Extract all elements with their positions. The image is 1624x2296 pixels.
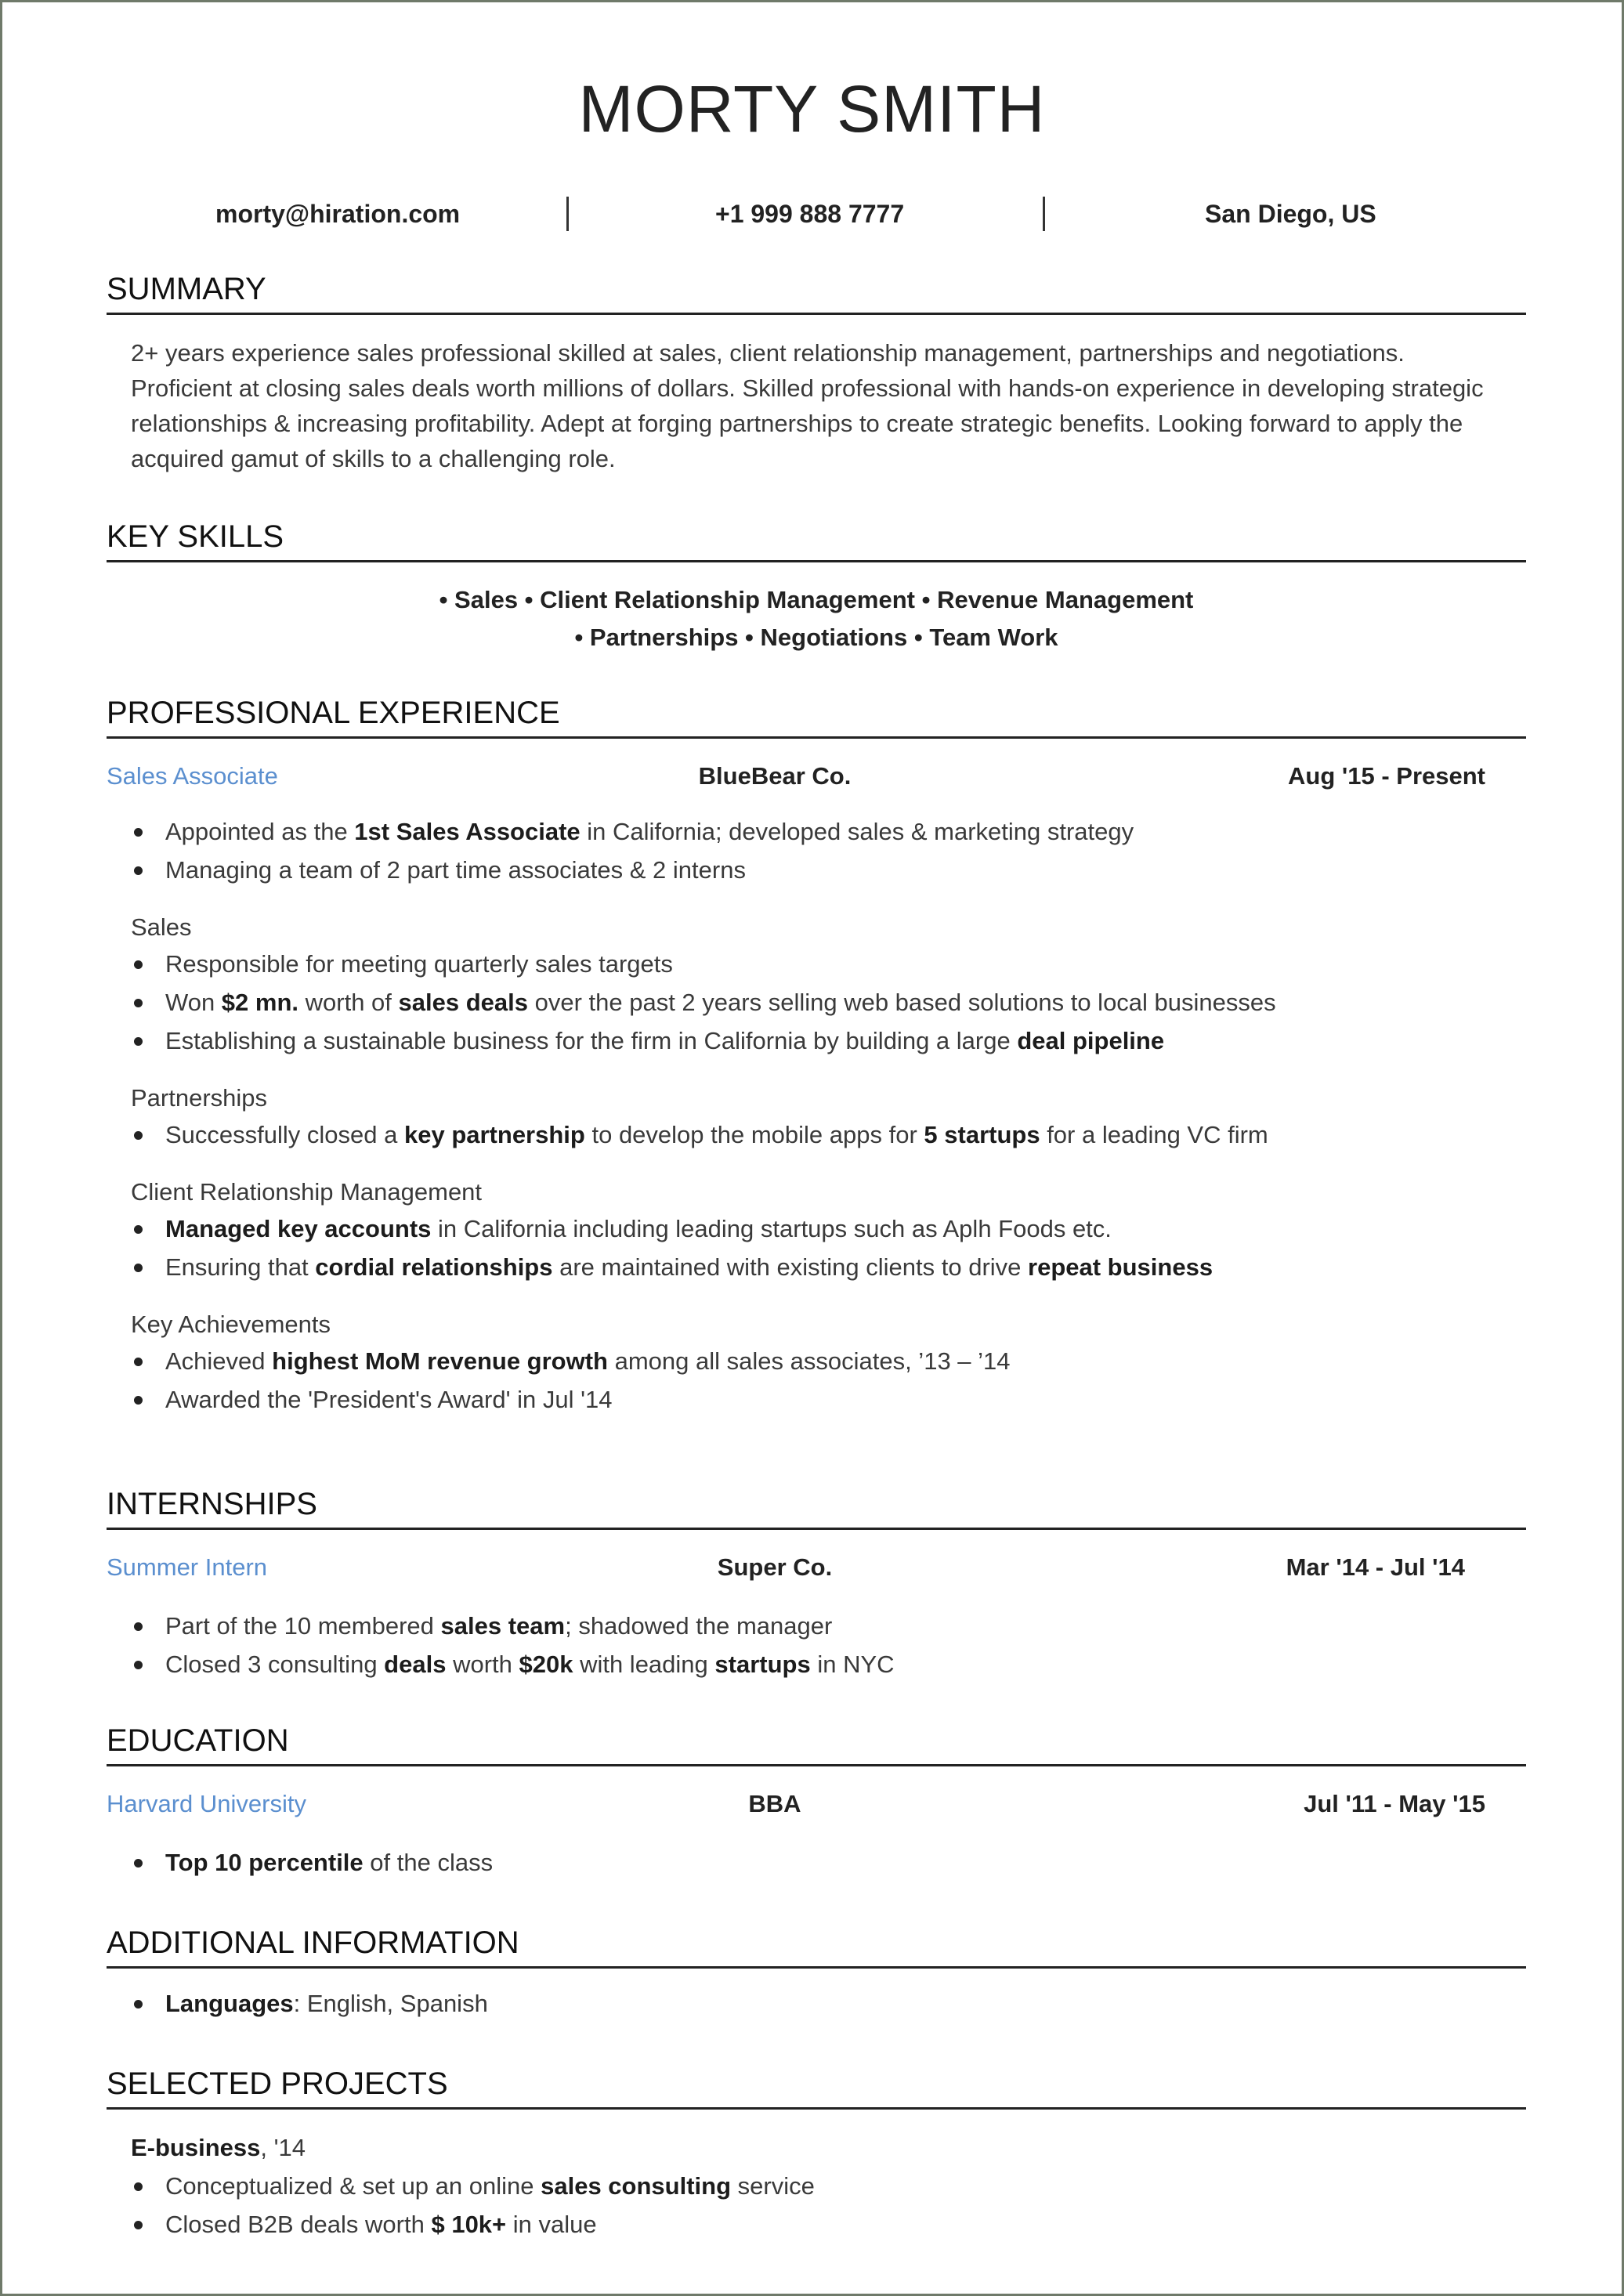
intern-title: Summer Intern (107, 1553, 268, 1581)
section-title: SUMMARY (107, 270, 1526, 315)
job-dates: Aug '15 - Present (1288, 762, 1485, 790)
bullet-text: worth (446, 1651, 519, 1678)
school-name: Harvard University (107, 1790, 306, 1817)
contact-divider (566, 197, 569, 231)
bullet-item (130, 1248, 1526, 1286)
internship-header (107, 1553, 1526, 1591)
bullet-text: Won (165, 989, 222, 1016)
experience-subheading: Sales (131, 913, 192, 941)
contact-bar (104, 193, 1522, 240)
education-bullets (130, 1843, 1526, 1882)
bold-text: Languages (165, 1990, 294, 2017)
bullet-text: Closed 3 consulting (165, 1651, 385, 1678)
bold-text: 5 startups (924, 1121, 1040, 1148)
bullet-item (130, 2205, 1526, 2244)
contact-location: San Diego, US (1205, 200, 1376, 228)
bullet-item (130, 1984, 1526, 2023)
bullet-text: Establishing a sustainable business for the firm in California by building a large (165, 1027, 1018, 1054)
experience-groups (107, 909, 1526, 1419)
bold-text: key partnership (403, 1121, 585, 1148)
bold-text: deal pipeline (1017, 1027, 1165, 1054)
bullet-text: in California including leading startups such as Aplh Foods etc. (431, 1215, 1112, 1242)
bold-text: Top 10 percentile (165, 1849, 364, 1876)
job-title: Sales Associate (107, 762, 278, 790)
internship-bullets (130, 1607, 1526, 1683)
bullet-text: Responsible for meeting quarterly sales targets (165, 950, 673, 978)
education-dates: Jul '11 - May '15 (1304, 1790, 1485, 1817)
degree: BBA (748, 1790, 801, 1817)
project-bullets (130, 2167, 1526, 2244)
experience-subheading: Key Achievements (131, 1311, 331, 1338)
bullet-text: of the class (363, 1849, 494, 1876)
bullet-item (130, 1607, 1526, 1645)
bullet-item (130, 1342, 1526, 1380)
bullet-text: to develop the mobile apps for (584, 1121, 924, 1148)
education-section (107, 1722, 1526, 1882)
bold-text: Managed key accounts (165, 1215, 432, 1242)
bold-text: sales team (440, 1612, 566, 1640)
bold-text: $ 10k+ (431, 2211, 507, 2238)
bullet-item (130, 945, 1526, 983)
bullet-item (130, 2167, 1526, 2205)
bullet-text: Closed B2B deals worth (165, 2211, 432, 2238)
candidate-name: MORTY SMITH (578, 72, 1046, 146)
experience-group-bullets (130, 945, 1526, 1060)
bullet-text: Successfully closed a (165, 1121, 404, 1148)
bold-text: $20k (519, 1651, 573, 1678)
education-header (107, 1790, 1526, 1828)
summary-section (107, 270, 1526, 476)
experience-group-bullets (130, 1115, 1526, 1154)
section-title: SELECTED PROJECTS (107, 2065, 1526, 2110)
projects-section (107, 2065, 1526, 2244)
bullet-item (130, 1021, 1526, 1060)
project-heading (131, 2130, 1526, 2165)
bullet-text: Appointed as the (165, 818, 355, 845)
bullet-text: ; shadowed the manager (565, 1612, 833, 1640)
bold-text: sales deals (398, 989, 528, 1016)
bold-text: cordial relationships (315, 1253, 553, 1281)
skills-list (107, 581, 1526, 656)
bullet-text: Achieved (165, 1347, 273, 1375)
experience-intro-bullets (130, 812, 1526, 889)
bullet-text: in California; developed sales & marketing strategy (580, 818, 1134, 845)
contact-email[interactable]: morty@hiration.com (215, 200, 461, 228)
skills-line: • Partnerships • Negotiations • Team Work (574, 624, 1058, 651)
bullet-item (130, 1380, 1526, 1419)
bullet-item (130, 1645, 1526, 1683)
bullet-text: Ensuring that (165, 1253, 316, 1281)
summary-text: 2+ years experience sales professional skilled at sales, client relationship management, partnerships and negotiations. Proficient at closing sales deals worth millions of dollars. Skilled professional with hands-on experience in developing strategic relationships & increasing profitability. Adept at forging partnerships to create strategic benefits. Looking forward to apply the acquired gamut of skills to a challenging role. (131, 339, 1484, 472)
bullet-item (130, 1843, 1526, 1882)
experience-subheading: Client Relationship Management (131, 1178, 483, 1206)
experience-group-bullets (130, 1342, 1526, 1419)
section-title: PROFESSIONAL EXPERIENCE (107, 694, 1526, 739)
section-title: KEY SKILLS (107, 518, 1526, 562)
bullet-text: Conceptualized & set up an online (165, 2172, 541, 2200)
section-title: ADDITIONAL INFORMATION (107, 1924, 1526, 1969)
bullet-text: Part of the 10 membered (165, 1612, 441, 1640)
contact-divider (1043, 197, 1045, 231)
bullet-text: with leading (573, 1651, 715, 1678)
contact-phone[interactable]: +1 999 888 7777 (715, 200, 905, 228)
experience-section (107, 694, 1526, 1419)
bullet-text: for a leading VC firm (1040, 1121, 1268, 1148)
experience-subheading: Partnerships (131, 1084, 268, 1112)
project-name: E-business (131, 2134, 261, 2161)
additional-info-section (107, 1924, 1526, 2023)
bullet-text: service (731, 2172, 815, 2200)
bold-text: highest MoM revenue growth (272, 1347, 608, 1375)
bullet-item (130, 1115, 1526, 1154)
bullet-text: worth of (298, 989, 399, 1016)
bullet-text: Awarded the 'President's Award' in Jul '14 (165, 1386, 613, 1413)
experience-header (107, 762, 1526, 800)
intern-company: Super Co. (717, 1553, 833, 1581)
internships-section (107, 1485, 1526, 1683)
bullet-text: are maintained with existing clients to drive (552, 1253, 1029, 1281)
bullet-item (130, 1209, 1526, 1248)
company-name: BlueBear Co. (698, 762, 852, 790)
bullet-text: : English, Spanish (293, 1990, 488, 2017)
bold-text: 1st Sales Associate (354, 818, 581, 845)
bold-text: repeat business (1028, 1253, 1213, 1281)
bullet-item (130, 812, 1526, 851)
skills-line: • Sales • Client Relationship Management • Revenue Management (439, 586, 1194, 613)
bold-text: sales consulting (541, 2172, 732, 2200)
experience-group-bullets (130, 1209, 1526, 1286)
bold-text: startups (714, 1651, 811, 1678)
project-year: , '14 (260, 2134, 306, 2161)
additional-bullets (130, 1984, 1526, 2023)
bold-text: $2 mn. (221, 989, 299, 1016)
bullet-text: among all sales associates, ’13 – ’14 (608, 1347, 1011, 1375)
bullet-text: over the past 2 years selling web based solutions to local businesses (527, 989, 1276, 1016)
section-title: INTERNSHIPS (107, 1485, 1526, 1530)
bullet-text: in value (506, 2211, 597, 2238)
key-skills-section (107, 518, 1526, 656)
bullet-item (130, 851, 1526, 889)
bullet-item (130, 983, 1526, 1021)
bold-text: deals (384, 1651, 447, 1678)
bullet-text: in NYC (810, 1651, 895, 1678)
intern-dates: Mar '14 - Jul '14 (1286, 1553, 1465, 1581)
bullet-text: Managing a team of 2 part time associates & 2 interns (165, 856, 746, 884)
section-title: EDUCATION (107, 1722, 1526, 1766)
